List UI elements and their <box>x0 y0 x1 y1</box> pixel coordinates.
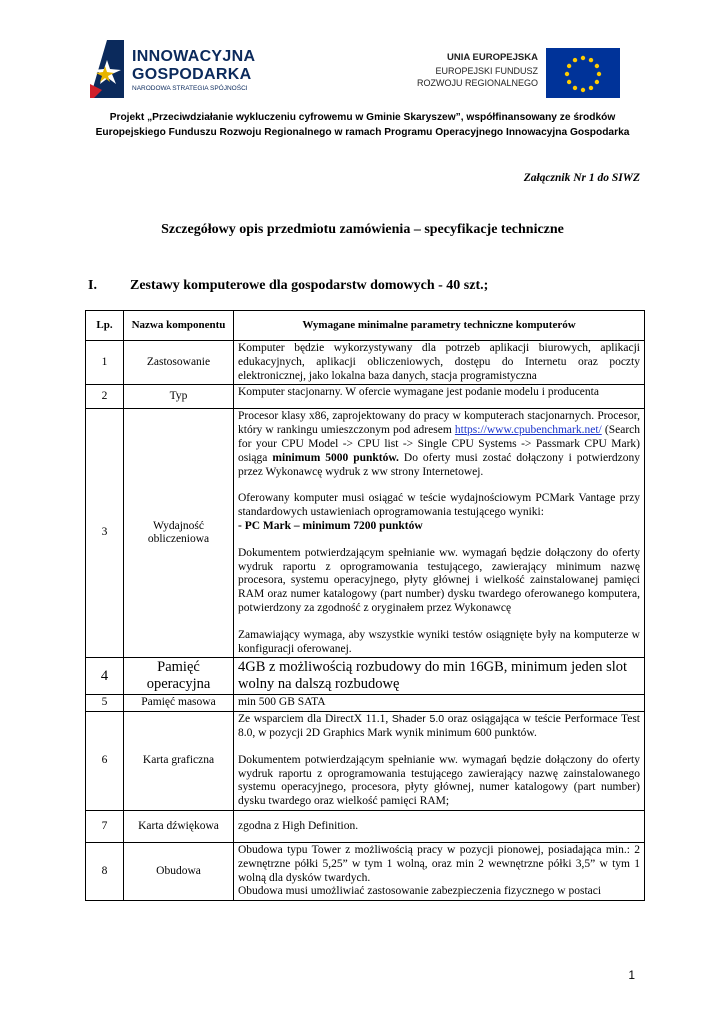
eu-logo-line-1: UNIA EUROPEJSKA <box>447 52 538 63</box>
pcmark-paragraph <box>238 492 640 533</box>
row-component: Karta graficzna <box>124 712 234 811</box>
row-lp: 2 <box>86 385 124 409</box>
row-params: min 500 GB SATA <box>234 695 645 712</box>
eu-logo-line-2: EUROPEJSKI FUNDUSZ <box>435 66 538 76</box>
document-title: Szczegółowy opis przedmiotu zamówienia – specyfikacje techniczne <box>161 222 564 237</box>
shader-text: Shader 5.0 <box>391 713 445 726</box>
logo-line-1: INNOWACYJNA <box>132 48 256 65</box>
report-paragraph: Dokumentem potwierdzającym spełnianie ww. wymagań będzie dołączony do oferty wydruk raportu z oprogramowania testującego, zawierający minimum nazwę procesora, systemu operacyjnego, płyty głównej i wielkość zainstalowanej pamięci RAM oraz numer katalogowy (part number) dysku twardego oferowanego komputera, potwierdzony za zgodność z oryginałem przez Wykonawcę <box>238 546 640 614</box>
logo-line-2: GOSPODARKA <box>132 66 252 83</box>
innowacyjna-gospodarka-mark-icon <box>90 40 124 98</box>
eu-flag-icon <box>546 48 620 98</box>
table-row <box>86 842 645 900</box>
cpu-text-2: (Search for your CPU Model -> CPU list -> Single CPU Systems -> Passmark CPU Mark) osiąga <box>238 424 641 464</box>
row-lp: 4 <box>86 658 124 695</box>
section-number: I. <box>88 278 97 293</box>
row-lp: 7 <box>86 810 124 842</box>
table-row <box>86 385 645 409</box>
row-params <box>234 712 645 811</box>
table-row <box>86 409 645 658</box>
row-component: Karta dźwiękowa <box>124 810 234 842</box>
row-lp: 1 <box>86 341 124 385</box>
row-params <box>234 409 645 658</box>
row-params <box>234 842 645 900</box>
cpubenchmark-link[interactable]: https://www.cpubenchmark.net/ <box>454 424 602 437</box>
attachment-label: Załącznik Nr 1 do SIWZ <box>523 172 640 184</box>
row-component: Obudowa <box>124 842 234 900</box>
header-params: Wymagane minimalne parametry techniczne komputerów <box>234 311 645 341</box>
gpu-report-paragraph: Dokumentem potwierdzającym spełnianie ww. wymagań będzie dołączony do oferty wydruk raportu z oprogramowania testującego zawierający nazwę zainstalowanego systemu operacyjnego, procesora, płyty głównej, numer katalogowy (part number) dysku twardego oraz wielkość pamięci RAM; <box>238 753 640 808</box>
gpu-text-2: oraz osiągająca w teście Performace Test 8.0, w pozycji 2D Graphics Mark wynik minimum 600 punktów. <box>238 713 641 739</box>
gpu-text: Ze wsparciem dla DirectX 11.1, <box>238 713 392 726</box>
table-row <box>86 658 645 695</box>
row-lp: 3 <box>86 409 124 658</box>
eu-logo <box>416 48 620 100</box>
section-title: Zestawy komputerowe dla gospodarstw domowych - 40 szt.; <box>130 278 489 293</box>
table-row <box>86 341 645 385</box>
row-component: Typ <box>124 385 234 409</box>
row-params: 4GB z możliwością rozbudowy do min 16GB, minimum jeden slot wolny na dalszą rozbudowę <box>234 658 645 695</box>
row-params: Komputer stacjonarny. W ofercie wymagane jest podanie modelu i producenta <box>234 385 645 409</box>
pcmark-text: Oferowany komputer musi osiągać w teście wydajnościowym PCMark Vantage przy standardowych ustawieniach oprogramowania testującego wyniki: <box>238 492 640 519</box>
cpu-text-3: Do oferty musi zostać dołączony i potwierdzony przez Wykonawcę wydruk z ww strony Internetowej. <box>238 451 640 478</box>
row-component: Pamięć masowa <box>124 695 234 712</box>
pcmark-min-score: - PC Mark – minimum 7200 punktów <box>238 519 423 532</box>
case-paragraph-2: Obudowa musi umożliwiać zastosowanie zabezpieczenia fizycznego w postaci <box>238 885 602 898</box>
innowacyjna-gospodarka-logo <box>90 40 270 98</box>
header-lp: Lp. <box>86 311 124 341</box>
header-component: Nazwa komponentu <box>124 311 234 341</box>
cpu-text: Procesor klasy x86, zaprojektowany do pracy w komputerach stacjonarnych. Procesor, który w rankingu umieszczonym pod adresem <box>238 410 640 437</box>
row-component: Zastosowanie <box>124 341 234 385</box>
row-params: Komputer będzie wykorzystywany dla potrzeb aplikacji biurowych, aplikacji edukacyjnych, aplikacji obliczeniowych, dostępu do Internetu oraz poczty elektronicznej, jako lokalna baza danych, stacja programistyczna <box>234 341 645 385</box>
logo-line-3: NARODOWA STRATEGIA SPÓJNOŚCI <box>132 85 248 92</box>
cpu-paragraph <box>238 410 640 479</box>
case-paragraph: Obudowa typu Tower z możliwością pracy w pozycji pionowej, posiadająca min.: 2 zewnętrzne półki 5,25” w tym 1 wolną, oraz min 2 wewnętrzne półki 3,5” w tym 1 wolną dla dysków twardych. <box>238 843 640 884</box>
row-lp: 5 <box>86 695 124 712</box>
row-lp: 6 <box>86 712 124 811</box>
page-number: 1 <box>628 968 635 982</box>
spec-table <box>85 310 645 901</box>
row-lp: 8 <box>86 842 124 900</box>
gpu-paragraph <box>238 713 640 741</box>
table-row <box>86 695 645 712</box>
section-heading <box>88 278 488 294</box>
eu-logo-line-3: ROZWOJU REGIONALNEGO <box>416 78 538 88</box>
table-row <box>86 810 645 842</box>
row-component: Pamięć operacyjna <box>124 658 234 695</box>
table-row <box>86 712 645 811</box>
table-header-row <box>86 311 645 341</box>
row-component: Wydajność obliczeniowa <box>124 409 234 658</box>
cpu-min-score: minimum 5000 punktów. <box>272 451 399 464</box>
config-paragraph: Zamawiający wymaga, aby wszystkie wyniki testów osiągnięte były na komputerze w konfiguracji oferowanej. <box>238 628 640 655</box>
row-params: zgodna z High Definition. <box>234 810 645 842</box>
project-note: Projekt „Przeciwdziałanie wykluczeniu cyfrowemu w Gminie Skaryszew”, współfinansowany ze środków Europejskiego Funduszu Rozwoju Regionalnego w ramach Programu Operacyjnego Innowacyjna Gospodarka <box>95 112 630 138</box>
